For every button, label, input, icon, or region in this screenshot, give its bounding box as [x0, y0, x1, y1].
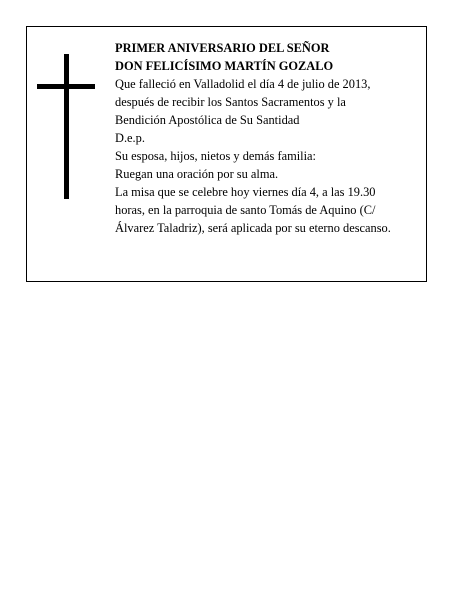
- notice-text: [115, 39, 425, 237]
- notice-body-line: después de recibir los Santos Sacramentos y la: [115, 95, 346, 109]
- notice-body-line: Álvarez Taladriz), será aplicada por su eterno descanso.: [115, 221, 391, 235]
- notice-body-line: D.e.p.: [115, 131, 145, 145]
- notice-body-line: Ruegan una oración por su alma.: [115, 167, 279, 181]
- notice-title-line-1: PRIMER ANIVERSARIO DEL SEÑOR: [115, 41, 330, 55]
- obituary-notice: [26, 26, 427, 282]
- notice-body-line: Su esposa, hijos, nietos y demás familia:: [115, 149, 316, 163]
- cross-horizontal-bar: [37, 84, 95, 89]
- notice-body-line: Bendición Apostólica de Su Santidad: [115, 113, 300, 127]
- notice-title-line-2: DON FELICÍSIMO MARTÍN GOZALO: [115, 59, 334, 73]
- cross-icon: [37, 54, 95, 199]
- cross-vertical-bar: [64, 54, 69, 199]
- notice-body-line: horas, en la parroquia de santo Tomás de Aquino (C/: [115, 203, 376, 217]
- notice-body-line: Que falleció en Valladolid el día 4 de julio de 2013,: [115, 77, 371, 91]
- notice-body-line: La misa que se celebre hoy viernes día 4, a las 19.30: [115, 185, 376, 199]
